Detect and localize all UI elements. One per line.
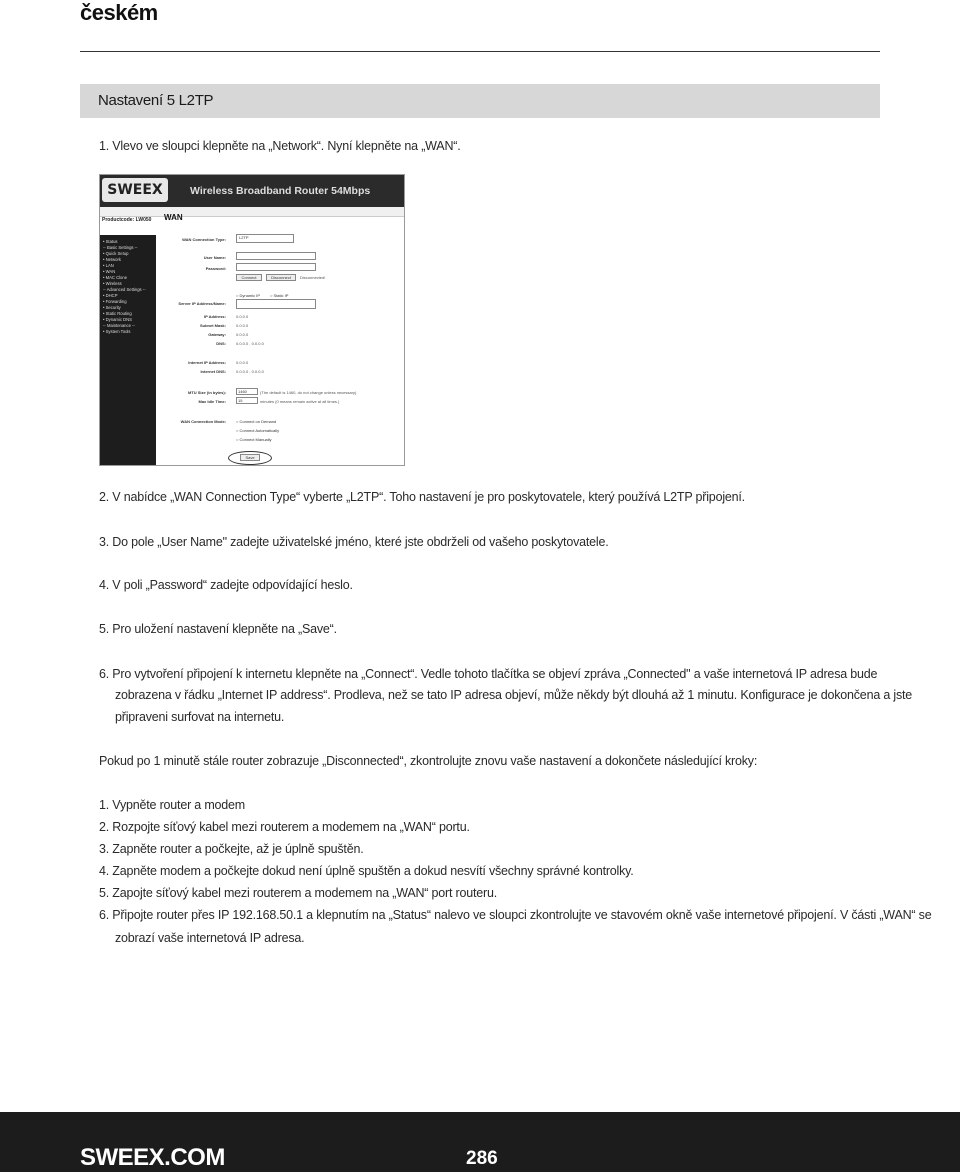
subnet-mask-value: 0.0.0.0 xyxy=(236,323,249,328)
page-number: 286 xyxy=(466,1148,498,1169)
mtu-hint: (The default is 1460, do not change unless necessary) xyxy=(260,390,357,395)
section-title: Nastavení 5 L2TP xyxy=(98,92,214,109)
user-name-label: User Name: xyxy=(203,255,226,260)
step-4: 4. V poli „Password“ zadejte odpovídající heslo. xyxy=(99,578,353,592)
section-bar xyxy=(80,84,880,118)
page-header xyxy=(80,0,880,52)
gateway-value: 0.0.0.0 xyxy=(236,332,249,337)
idle-label: Max Idle Time: xyxy=(198,399,226,404)
connect-button[interactable]: Connect xyxy=(236,274,262,281)
troubleshoot-step-1: 1. Vypněte router a modem xyxy=(99,798,246,812)
mode-manual-label: Connect Manually xyxy=(239,437,272,442)
step-6-line-1: 6. Pro vytvoření připojení k internetu klepněte na „Connect“. Vedle tohoto tlačítka se objeví zpráva „Connected" a vaše internetová IP adresa bude xyxy=(99,667,878,681)
step-3: 3. Do pole „User Name" zadejte uživatelské jméno, které jste obdrželi od vašeho poskytovatele. xyxy=(99,535,609,549)
dynamic-ip-radio[interactable]: ○ Dynamic IP xyxy=(236,293,260,298)
step-5: 5. Pro uložení nastavení klepněte na „Save“. xyxy=(99,622,337,636)
mtu-value: 1460 xyxy=(238,389,247,394)
troubleshoot-step-6-line-1: 6. Připojte router přes IP 192.168.50.1 a klepnutím na „Status“ nalevo ve sloupci zkontrolujte ve stavovém okně vaše internetové připojení. V části „WAN“ se xyxy=(99,908,932,922)
sidebar-item[interactable]: • Wireless xyxy=(103,281,122,286)
dns-value: 0.0.0.0 , 0.0.0.0 xyxy=(236,341,264,346)
dynamic-ip-label: Dynamic IP xyxy=(239,293,260,298)
ip-address-label: IP Address: xyxy=(203,314,226,319)
mtu-label: MTU Size (in bytes): xyxy=(187,390,226,395)
troubleshoot-step-6-line-2: zobrazí vaše internetová IP adresa. xyxy=(115,931,305,945)
dns-label: DNS: xyxy=(216,341,226,346)
internet-ip-value: 0.0.0.0 xyxy=(236,360,249,365)
wan-type-select[interactable] xyxy=(236,234,294,243)
mode-auto-label: Connect Automatically xyxy=(239,428,280,433)
static-ip-radio[interactable]: ○ Static IP xyxy=(270,293,289,298)
internet-ip-label: Internet IP Address: xyxy=(188,360,226,365)
connection-mode-label: WAN Connection Mode: xyxy=(180,419,226,424)
save-highlight-ellipse xyxy=(228,451,272,465)
sidebar-item[interactable]: • Status xyxy=(103,239,118,244)
sidebar-item[interactable]: • Quick Setup xyxy=(103,251,129,256)
mode-manual-radio[interactable]: ○ Connect Manually xyxy=(236,437,272,442)
wan-heading: WAN xyxy=(164,213,183,222)
sidebar-item[interactable]: • Security xyxy=(103,305,121,310)
mtu-input[interactable] xyxy=(236,388,258,395)
router-screenshot xyxy=(99,174,405,466)
screenshot-banner xyxy=(100,175,405,207)
step-6-line-2: zobrazena v řádku „Internet IP address“. Prodleva, než se tato IP adresa objeví, může někdy být dlouhá až 1 minutu. Konfigurace je dokončena a jste xyxy=(115,688,913,702)
sidebar-item: -- Advanced Settings -- xyxy=(103,287,146,292)
sidebar-item: -- Maintenance -- xyxy=(103,323,135,328)
wan-type-label: WAN Connection Type: xyxy=(182,237,226,242)
gateway-label: Gateway: xyxy=(208,332,226,337)
screenshot-bar xyxy=(100,207,405,217)
server-ip-label: Server IP Address/Name: xyxy=(178,301,226,306)
product-code: Productcode: LW050 xyxy=(102,217,152,223)
troubleshoot-step-5: 5. Zapojte síťový kabel mezi routerem a modemem na „WAN“ port routeru. xyxy=(99,886,498,900)
mode-on-demand-radio[interactable]: ○ Connect on Demand xyxy=(236,419,277,424)
sidebar-item: -- Basic Settings -- xyxy=(103,245,138,250)
wan-type-value: L2TP xyxy=(239,235,249,240)
sidebar-item[interactable]: • Dynamic DNS xyxy=(103,317,132,322)
page-title: českém xyxy=(80,0,158,25)
step-6-line-3: připraveni surfovat na internetu. xyxy=(115,710,285,724)
troubleshoot-step-2: 2. Rozpojte síťový kabel mezi routerem a modemem na „WAN“ portu. xyxy=(99,820,470,834)
sidebar-item[interactable]: • Static Routing xyxy=(103,311,132,316)
idle-input[interactable] xyxy=(236,397,258,404)
ip-address-value: 0.0.0.0 xyxy=(236,314,249,319)
idle-hint: minutes (0 means remain active at all times.) xyxy=(260,399,340,404)
internet-dns-value: 0.0.0.0 , 0.0.0.0 xyxy=(236,369,264,374)
password-input[interactable] xyxy=(236,263,316,271)
page-footer xyxy=(0,1112,960,1172)
sidebar-item[interactable]: • WAN xyxy=(103,269,116,274)
banner-title: Wireless Broadband Router 54Mbps xyxy=(190,185,371,197)
connection-status: Disconnected! xyxy=(300,275,326,280)
idle-value: 15 xyxy=(238,398,243,403)
save-button[interactable]: Save xyxy=(240,454,260,461)
step-1: 1. Vlevo ve sloupci klepněte na „Network“. Nyní klepněte na „WAN“. xyxy=(99,139,461,153)
step-2: 2. V nabídce „WAN Connection Type“ vyberte „L2TP“. Toho nastavení je pro poskytovatele, který používá L2TP připojení. xyxy=(99,490,745,504)
sidebar-item[interactable]: • LAN xyxy=(103,263,114,268)
sidebar-item[interactable]: • Forwarding xyxy=(103,299,127,304)
sidebar-item[interactable]: • System Tools xyxy=(103,329,131,334)
troubleshoot-step-3: 3. Zapněte router a počkejte, až je úplně spuštěn. xyxy=(99,842,364,856)
sweex-logo: SWEEX xyxy=(102,178,168,202)
internet-dns-label: Internet DNS: xyxy=(200,369,226,374)
static-ip-label: Static IP xyxy=(273,293,289,298)
password-label: Password: xyxy=(205,266,226,271)
user-name-input[interactable] xyxy=(236,252,316,260)
server-ip-input[interactable] xyxy=(236,299,316,309)
troubleshoot-step-4: 4. Zapněte modem a počkejte dokud není úplně spuštěn a dokud nesvítí všechny správné kontrolky. xyxy=(99,864,634,878)
subnet-mask-label: Subnet Mask: xyxy=(199,323,226,328)
sidebar-item[interactable]: • DHCP xyxy=(103,293,118,298)
disconnect-button[interactable]: Disconnect xyxy=(266,274,296,281)
mode-auto-radio[interactable]: ○ Connect Automatically xyxy=(236,428,280,433)
sidebar-item[interactable]: • MAC Clone xyxy=(103,275,128,280)
mode-on-demand-label: Connect on Demand xyxy=(239,419,277,424)
sidebar-item[interactable]: • Network xyxy=(103,257,121,262)
troubleshooting-note: Pokud po 1 minutě stále router zobrazuje „Disconnected“, zkontrolujte znovu vaše nastavení a dokončete následující kroky: xyxy=(99,754,758,768)
footer-brand: SWEEX.COM xyxy=(80,1144,225,1171)
